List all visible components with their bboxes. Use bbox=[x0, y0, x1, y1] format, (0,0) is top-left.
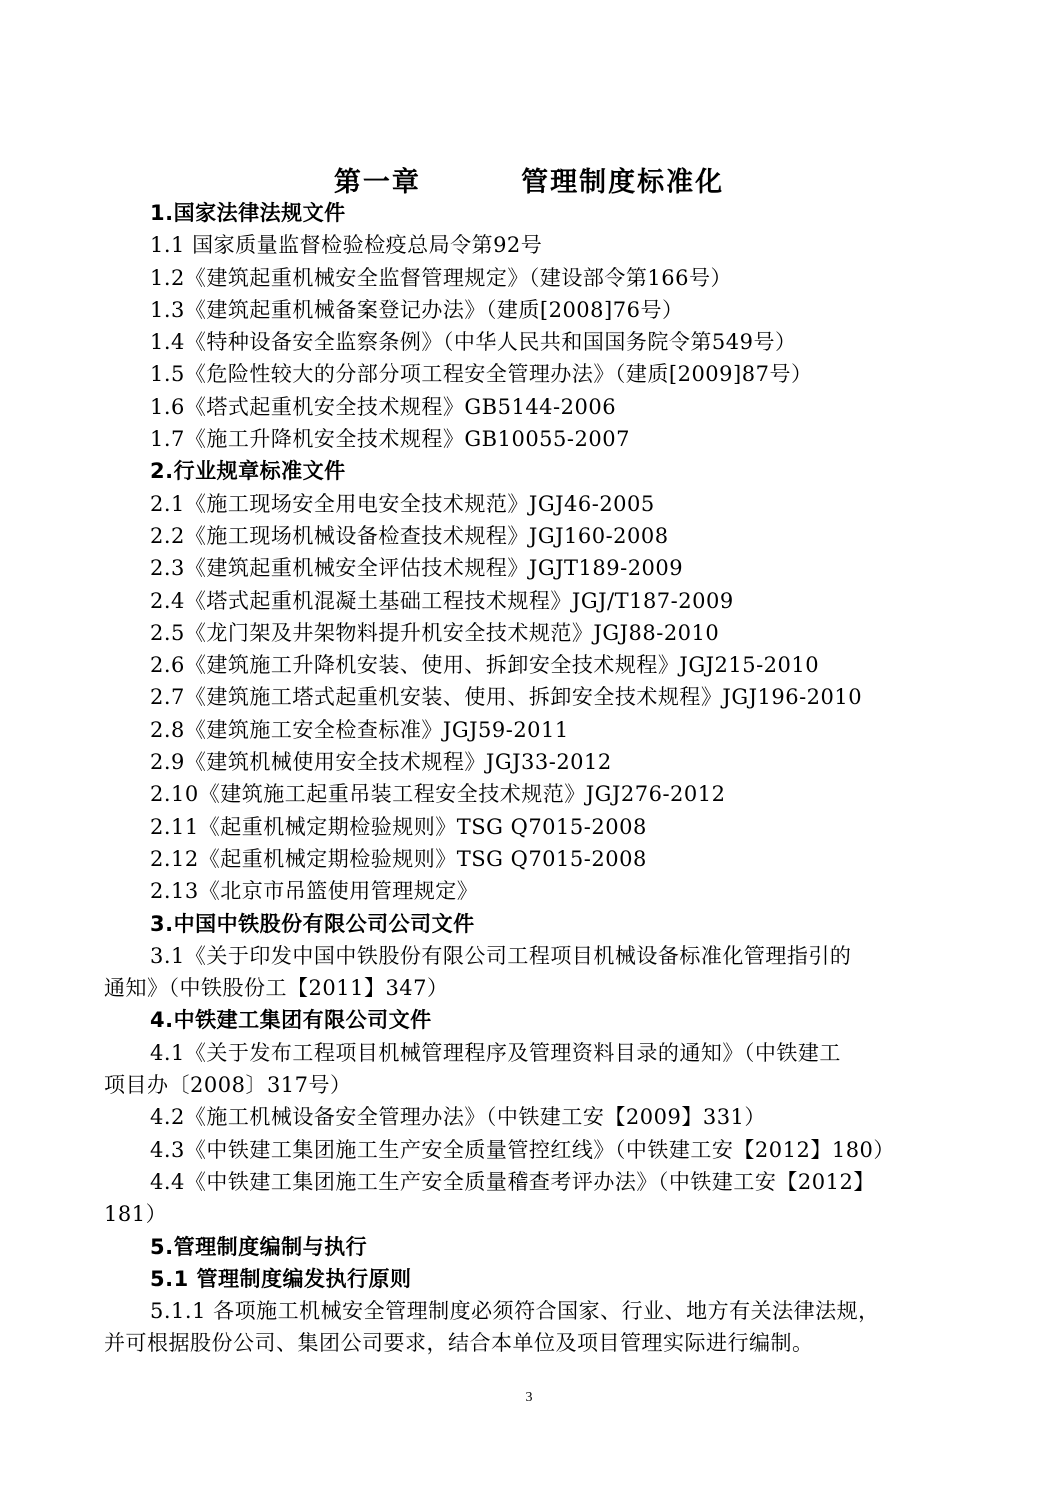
list-item: 1.2《建筑起重机械安全监督管理规定》（建设部令第166号） bbox=[150, 265, 732, 290]
list-item: 2.2《施工现场机械设备检查技术规程》JGJ160-2008 bbox=[150, 523, 669, 548]
list-item: 3.1《关于印发中国中铁股份有限公司工程项目机械设备标准化管理指引的 bbox=[150, 943, 852, 968]
list-item: 1.4《特种设备安全监察条例》（中华人民共和国国务院令第549号） bbox=[150, 330, 797, 355]
chapter-title: 第一章 管理制度标准化 bbox=[333, 167, 725, 198]
list-item: 2.4《塔式起重机混凝土基础工程技术规程》JGJ/T187-2009 bbox=[150, 588, 734, 613]
list-item: 4.1《关于发布工程项目机械管理程序及管理资料目录的通知》（中铁建工 bbox=[150, 1040, 841, 1065]
list-item-continuation: 通知》（中铁股份工【2011】347） bbox=[104, 976, 449, 1001]
list-item: 1.5《危险性较大的分部分项工程安全管理办法》（建质[2009]87号） bbox=[150, 362, 813, 387]
document-body bbox=[104, 197, 960, 1360]
section-4-heading: 4.中铁建工集团有限公司文件 bbox=[150, 1008, 432, 1033]
list-item: 2.12《起重机械定期检验规则》TSG Q7015-2008 bbox=[150, 846, 647, 871]
section-5-1-heading: 5.1 管理制度编发执行原则 bbox=[150, 1266, 412, 1291]
section-2-heading: 2.行业规章标准文件 bbox=[150, 459, 346, 484]
section-5-heading: 5.管理制度编制与执行 bbox=[150, 1234, 368, 1259]
list-item: 4.3《中铁建工集团施工生产安全质量管控红线》（中铁建工安【2012】180） bbox=[150, 1137, 895, 1162]
list-item: 2.1《施工现场安全用电安全技术规范》JGJ46-2005 bbox=[150, 491, 655, 516]
list-item: 4.4《中铁建工集团施工生产安全质量稽查考评办法》（中铁建工安【2012】 bbox=[150, 1169, 875, 1194]
list-item: 1.7《施工升降机安全技术规程》GB10055-2007 bbox=[150, 427, 630, 452]
list-item: 2.10《建筑施工起重吊装工程安全技术规范》JGJ276-2012 bbox=[150, 782, 726, 807]
list-item: 1.1 国家质量监督检验检疫总局令第92号 bbox=[150, 233, 543, 258]
list-item: 1.6《塔式起重机安全技术规程》GB5144-2006 bbox=[150, 394, 617, 419]
list-item: 2.9《建筑机械使用安全技术规程》JGJ33-2012 bbox=[150, 750, 612, 775]
list-item-continuation: 项目办〔2008〕317号） bbox=[104, 1073, 352, 1098]
list-item: 2.7《建筑施工塔式起重机安装、使用、拆卸安全技术规程》JGJ196-2010 bbox=[150, 685, 863, 710]
list-item-continuation: 181） bbox=[104, 1202, 168, 1227]
list-item: 4.2《施工机械设备安全管理办法》（中铁建工安【2009】331） bbox=[150, 1105, 766, 1130]
paragraph-line: 并可根据股份公司、集团公司要求，结合本单位及项目管理实际进行编制。 bbox=[104, 1331, 814, 1356]
list-item: 2.6《建筑施工升降机安装、使用、拆卸安全技术规程》JGJ215-2010 bbox=[150, 653, 820, 678]
list-item: 2.8《建筑施工安全检查标准》JGJ59-2011 bbox=[150, 717, 569, 742]
section-1-heading: 1.国家法律法规文件 bbox=[150, 201, 346, 225]
list-item: 2.3《建筑起重机械安全评估技术规程》JGJT189-2009 bbox=[150, 556, 684, 581]
list-item: 2.5《龙门架及井架物料提升机安全技术规范》JGJ88-2010 bbox=[150, 620, 720, 645]
list-item: 1.3《建筑起重机械备案登记办法》（建质[2008]76号） bbox=[150, 297, 684, 322]
paragraph-line: 5.1.1 各项施工机械安全管理制度必须符合国家、行业、地方有关法律法规， bbox=[150, 1299, 880, 1324]
list-item: 2.11《起重机械定期检验规则》TSG Q7015-2008 bbox=[150, 814, 647, 839]
list-item: 2.13《北京市吊篮使用管理规定》 bbox=[150, 879, 479, 904]
section-3-heading: 3.中国中铁股份有限公司公司文件 bbox=[150, 911, 475, 936]
page-number: 3 bbox=[525, 1390, 533, 1405]
